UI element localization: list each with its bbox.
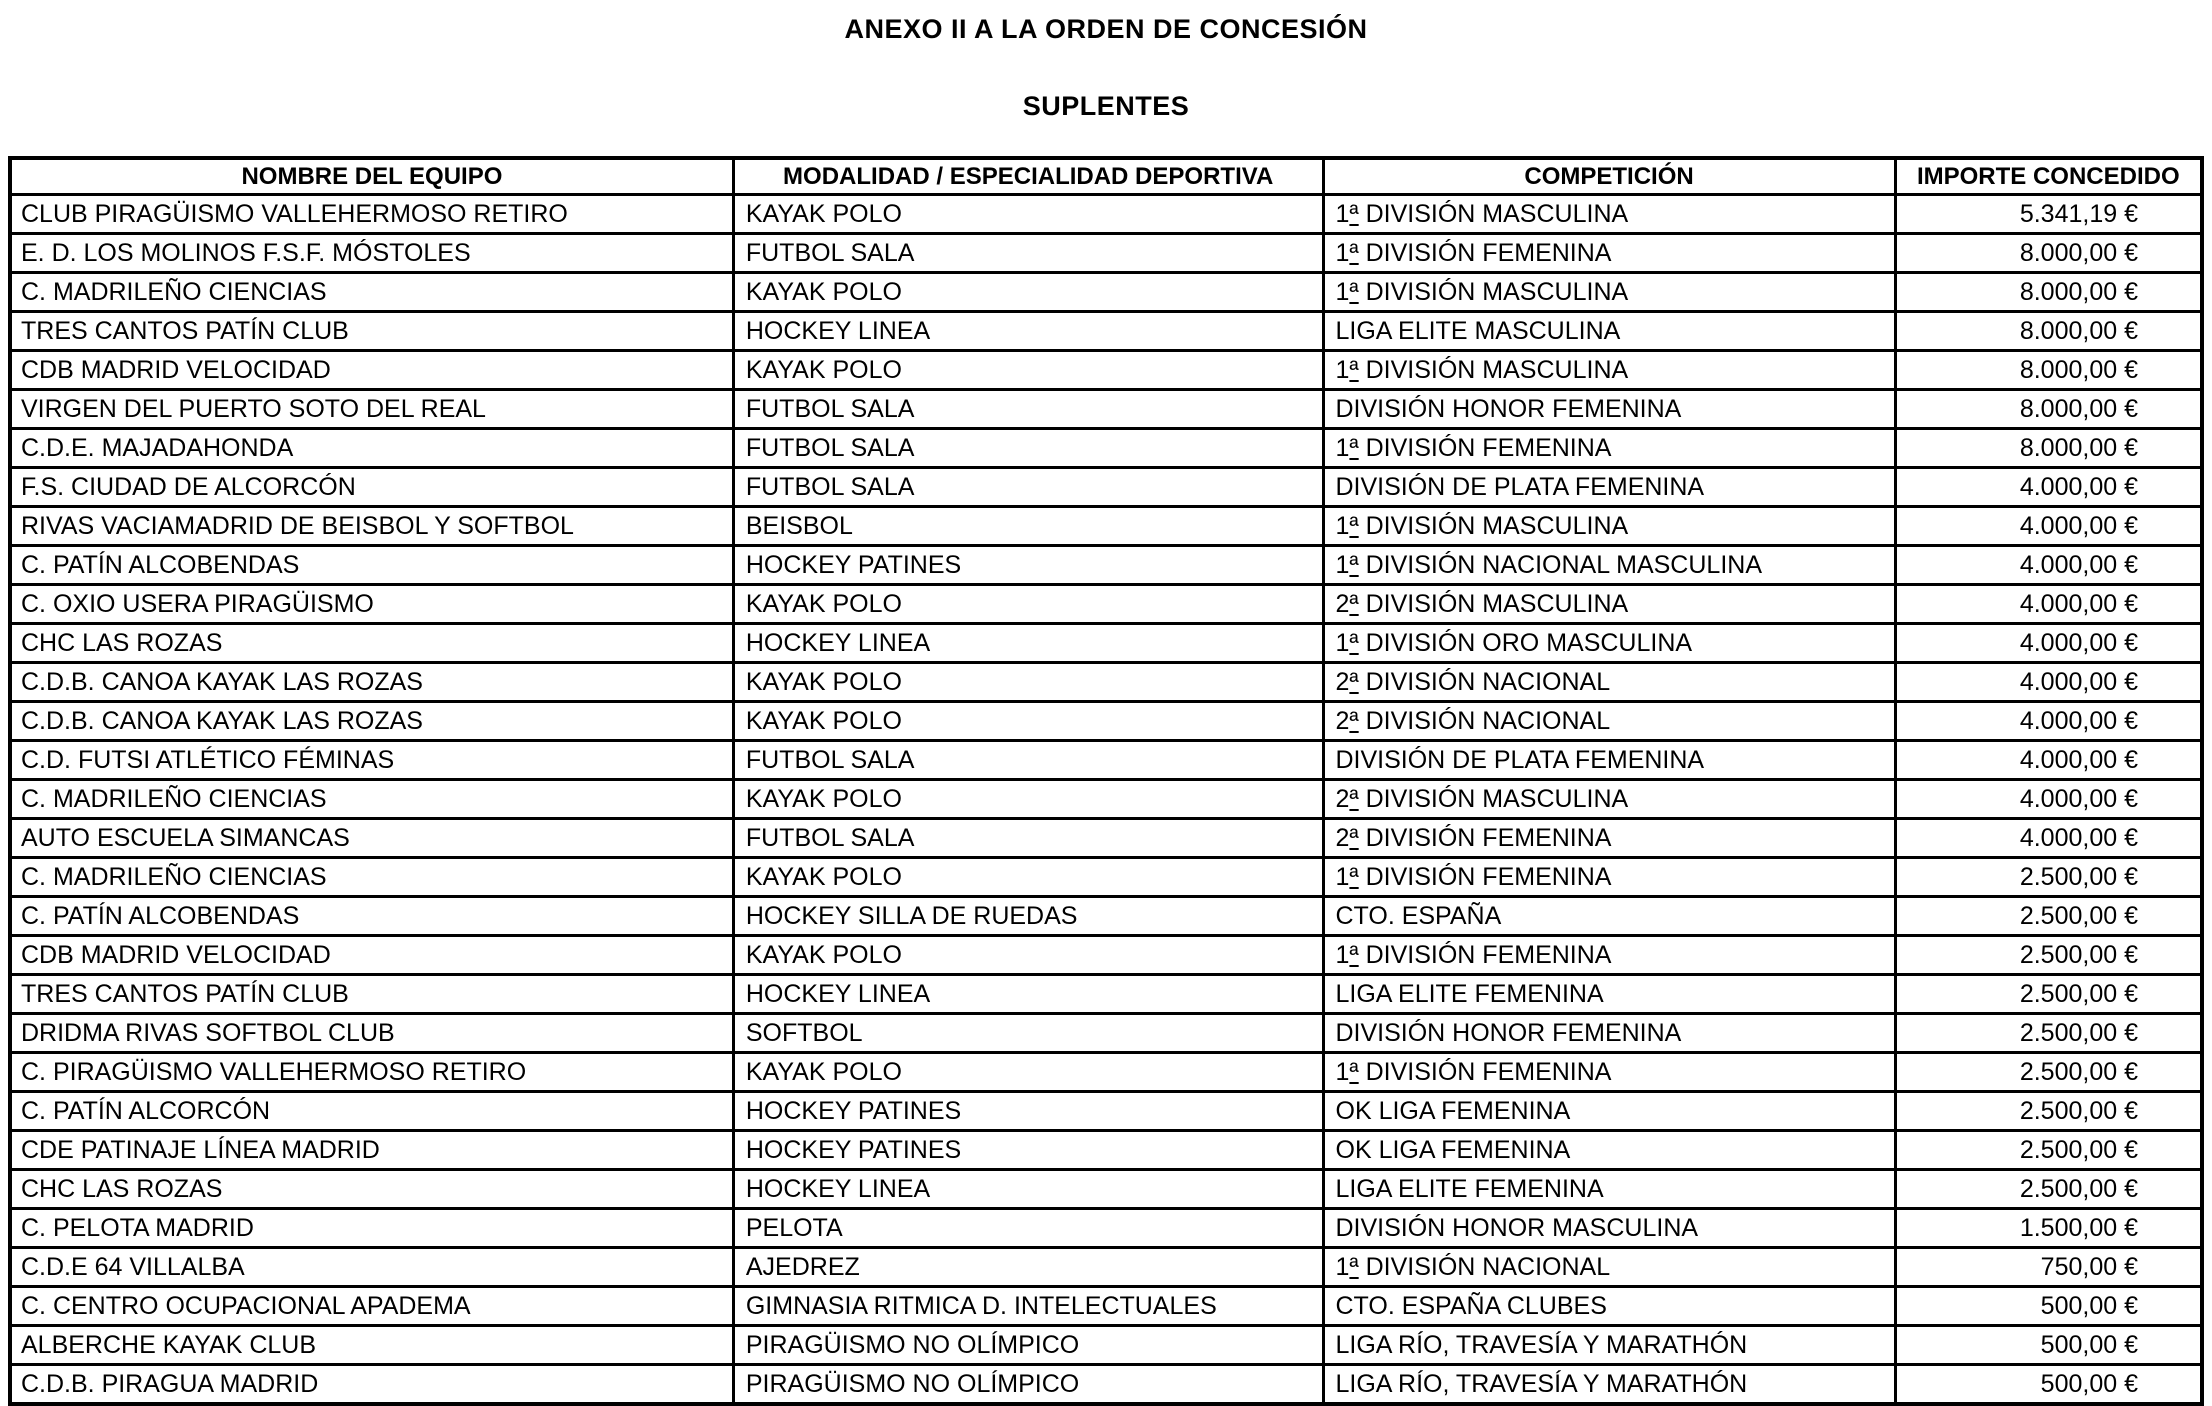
cell-importe: 4.000,00 € xyxy=(1895,741,2202,780)
table-row xyxy=(10,546,2202,585)
cell-modalidad: HOCKEY PATINES xyxy=(733,1131,1323,1170)
cell-equipo: CDE PATINAJE LÍNEA MADRID xyxy=(10,1131,733,1170)
cell-modalidad: HOCKEY LINEA xyxy=(733,624,1323,663)
table-row xyxy=(10,390,2202,429)
cell-equipo: E. D. LOS MOLINOS F.S.F. MÓSTOLES xyxy=(10,234,733,273)
page-subtitle: SUPLENTES xyxy=(1022,91,1190,121)
cell-modalidad: HOCKEY SILLA DE RUEDAS xyxy=(733,897,1323,936)
table-row xyxy=(10,858,2202,897)
cell-equipo: CHC LAS ROZAS xyxy=(10,624,733,663)
cell-importe: 4.000,00 € xyxy=(1895,507,2202,546)
cell-importe: 1.500,00 € xyxy=(1895,1209,2202,1248)
table-row xyxy=(10,312,2202,351)
cell-modalidad: FUTBOL SALA xyxy=(733,234,1323,273)
cell-importe: 8.000,00 € xyxy=(1895,312,2202,351)
cell-modalidad: HOCKEY LINEA xyxy=(733,312,1323,351)
table-row xyxy=(10,195,2202,234)
grants-table xyxy=(8,156,2204,1406)
cell-modalidad: FUTBOL SALA xyxy=(733,741,1323,780)
cell-modalidad: HOCKEY LINEA xyxy=(733,975,1323,1014)
cell-modalidad: KAYAK POLO xyxy=(733,858,1323,897)
cell-modalidad: HOCKEY PATINES xyxy=(733,1092,1323,1131)
cell-competicion: 1ª DIVISIÓN FEMENINA xyxy=(1323,858,1895,897)
cell-importe: 750,00 € xyxy=(1895,1248,2202,1287)
cell-competicion: 1ª DIVISIÓN MASCULINA xyxy=(1323,195,1895,234)
cell-importe: 500,00 € xyxy=(1895,1365,2202,1405)
cell-competicion: 1ª DIVISIÓN ORO MASCULINA xyxy=(1323,624,1895,663)
table-row xyxy=(10,936,2202,975)
cell-modalidad: FUTBOL SALA xyxy=(733,819,1323,858)
table-row xyxy=(10,1326,2202,1365)
cell-importe: 4.000,00 € xyxy=(1895,624,2202,663)
cell-modalidad: KAYAK POLO xyxy=(733,702,1323,741)
table-row xyxy=(10,624,2202,663)
cell-equipo: C. PELOTA MADRID xyxy=(10,1209,733,1248)
cell-modalidad: KAYAK POLO xyxy=(733,663,1323,702)
cell-importe: 8.000,00 € xyxy=(1895,351,2202,390)
cell-competicion: 2ª DIVISIÓN NACIONAL xyxy=(1323,702,1895,741)
cell-equipo: C.D.B. CANOA KAYAK LAS ROZAS xyxy=(10,663,733,702)
cell-equipo: C.D. FUTSI ATLÉTICO FÉMINAS xyxy=(10,741,733,780)
cell-importe: 2.500,00 € xyxy=(1895,897,2202,936)
cell-competicion: CTO. ESPAÑA xyxy=(1323,897,1895,936)
cell-equipo: C. MADRILEÑO CIENCIAS xyxy=(10,273,733,312)
table-row xyxy=(10,1170,2202,1209)
table-row xyxy=(10,429,2202,468)
cell-competicion: DIVISIÓN DE PLATA FEMENINA xyxy=(1323,741,1895,780)
table-row xyxy=(10,1209,2202,1248)
cell-modalidad: HOCKEY PATINES xyxy=(733,546,1323,585)
cell-equipo: C.D.B. PIRAGUA MADRID xyxy=(10,1365,733,1405)
column-header-importe: IMPORTE CONCEDIDO xyxy=(1895,158,2202,195)
cell-competicion: DIVISIÓN HONOR FEMENINA xyxy=(1323,1014,1895,1053)
cell-modalidad: PELOTA xyxy=(733,1209,1323,1248)
cell-competicion: DIVISIÓN DE PLATA FEMENINA xyxy=(1323,468,1895,507)
cell-modalidad: KAYAK POLO xyxy=(733,936,1323,975)
cell-importe: 2.500,00 € xyxy=(1895,936,2202,975)
cell-competicion: 1ª DIVISIÓN MASCULINA xyxy=(1323,273,1895,312)
cell-equipo: C.D.B. CANOA KAYAK LAS ROZAS xyxy=(10,702,733,741)
cell-importe: 8.000,00 € xyxy=(1895,429,2202,468)
cell-competicion: 1ª DIVISIÓN FEMENINA xyxy=(1323,1053,1895,1092)
table-row xyxy=(10,663,2202,702)
cell-modalidad: FUTBOL SALA xyxy=(733,468,1323,507)
cell-importe: 4.000,00 € xyxy=(1895,585,2202,624)
cell-modalidad: KAYAK POLO xyxy=(733,585,1323,624)
cell-modalidad: FUTBOL SALA xyxy=(733,390,1323,429)
cell-competicion: 1ª DIVISIÓN NACIONAL xyxy=(1323,1248,1895,1287)
cell-competicion: 1ª DIVISIÓN FEMENINA xyxy=(1323,234,1895,273)
cell-competicion: DIVISIÓN HONOR MASCULINA xyxy=(1323,1209,1895,1248)
cell-competicion: 1ª DIVISIÓN FEMENINA xyxy=(1323,429,1895,468)
table-row xyxy=(10,351,2202,390)
cell-equipo: C. PATÍN ALCORCÓN xyxy=(10,1092,733,1131)
page-title: ANEXO II A LA ORDEN DE CONCESIÓN xyxy=(844,14,1368,44)
cell-importe: 500,00 € xyxy=(1895,1326,2202,1365)
table-row xyxy=(10,507,2202,546)
table-row xyxy=(10,975,2202,1014)
table-row xyxy=(10,585,2202,624)
table-row xyxy=(10,468,2202,507)
cell-modalidad: KAYAK POLO xyxy=(733,273,1323,312)
cell-importe: 8.000,00 € xyxy=(1895,390,2202,429)
column-header-competicion: COMPETICIÓN xyxy=(1323,158,1895,195)
cell-importe: 4.000,00 € xyxy=(1895,780,2202,819)
cell-importe: 2.500,00 € xyxy=(1895,858,2202,897)
column-header-modalidad: MODALIDAD / ESPECIALIDAD DEPORTIVA xyxy=(733,158,1323,195)
cell-modalidad: KAYAK POLO xyxy=(733,195,1323,234)
table-header-row xyxy=(10,158,2202,195)
cell-modalidad: KAYAK POLO xyxy=(733,351,1323,390)
cell-competicion: 1ª DIVISIÓN MASCULINA xyxy=(1323,351,1895,390)
cell-competicion: LIGA RÍO, TRAVESÍA Y MARATHÓN xyxy=(1323,1326,1895,1365)
cell-competicion: 1ª DIVISIÓN MASCULINA xyxy=(1323,507,1895,546)
cell-importe: 5.341,19 € xyxy=(1895,195,2202,234)
cell-importe: 4.000,00 € xyxy=(1895,546,2202,585)
cell-competicion: LIGA ELITE MASCULINA xyxy=(1323,312,1895,351)
cell-competicion: CTO. ESPAÑA CLUBES xyxy=(1323,1287,1895,1326)
cell-competicion: DIVISIÓN HONOR FEMENINA xyxy=(1323,390,1895,429)
table-row xyxy=(10,741,2202,780)
table-row xyxy=(10,780,2202,819)
cell-competicion: OK LIGA FEMENINA xyxy=(1323,1131,1895,1170)
cell-equipo: C. PATÍN ALCOBENDAS xyxy=(10,546,733,585)
table-row xyxy=(10,1248,2202,1287)
cell-competicion: 2ª DIVISIÓN MASCULINA xyxy=(1323,780,1895,819)
table-row xyxy=(10,819,2202,858)
cell-competicion: LIGA ELITE FEMENINA xyxy=(1323,1170,1895,1209)
cell-equipo: C. OXIO USERA PIRAGÜISMO xyxy=(10,585,733,624)
cell-equipo: CLUB PIRAGÜISMO VALLEHERMOSO RETIRO xyxy=(10,195,733,234)
cell-competicion: LIGA RÍO, TRAVESÍA Y MARATHÓN xyxy=(1323,1365,1895,1405)
cell-competicion: LIGA ELITE FEMENINA xyxy=(1323,975,1895,1014)
cell-equipo: DRIDMA RIVAS SOFTBOL CLUB xyxy=(10,1014,733,1053)
cell-modalidad: GIMNASIA RITMICA D. INTELECTUALES xyxy=(733,1287,1323,1326)
table-row xyxy=(10,1053,2202,1092)
cell-equipo: F.S. CIUDAD DE ALCORCÓN xyxy=(10,468,733,507)
cell-competicion: 2ª DIVISIÓN MASCULINA xyxy=(1323,585,1895,624)
cell-equipo: C. MADRILEÑO CIENCIAS xyxy=(10,780,733,819)
cell-equipo: C.D.E. MAJADAHONDA xyxy=(10,429,733,468)
cell-importe: 2.500,00 € xyxy=(1895,1053,2202,1092)
cell-equipo: ALBERCHE KAYAK CLUB xyxy=(10,1326,733,1365)
table-row xyxy=(10,1131,2202,1170)
cell-equipo: C. PATÍN ALCOBENDAS xyxy=(10,897,733,936)
cell-importe: 4.000,00 € xyxy=(1895,663,2202,702)
cell-modalidad: KAYAK POLO xyxy=(733,1053,1323,1092)
table-row xyxy=(10,1014,2202,1053)
table-row xyxy=(10,1287,2202,1326)
cell-equipo: VIRGEN DEL PUERTO SOTO DEL REAL xyxy=(10,390,733,429)
table-row xyxy=(10,273,2202,312)
cell-equipo: CDB MADRID VELOCIDAD xyxy=(10,936,733,975)
cell-equipo: CHC LAS ROZAS xyxy=(10,1170,733,1209)
table-row xyxy=(10,897,2202,936)
cell-modalidad: PIRAGÜISMO NO OLÍMPICO xyxy=(733,1365,1323,1405)
cell-equipo: C.D.E 64 VILLALBA xyxy=(10,1248,733,1287)
cell-importe: 4.000,00 € xyxy=(1895,468,2202,507)
cell-modalidad: HOCKEY LINEA xyxy=(733,1170,1323,1209)
cell-importe: 8.000,00 € xyxy=(1895,273,2202,312)
table-row xyxy=(10,1365,2202,1405)
cell-competicion: 1ª DIVISIÓN NACIONAL MASCULINA xyxy=(1323,546,1895,585)
column-header-equipo: NOMBRE DEL EQUIPO xyxy=(10,158,733,195)
cell-equipo: TRES CANTOS PATÍN CLUB xyxy=(10,975,733,1014)
cell-modalidad: PIRAGÜISMO NO OLÍMPICO xyxy=(733,1326,1323,1365)
cell-importe: 2.500,00 € xyxy=(1895,975,2202,1014)
cell-competicion: OK LIGA FEMENINA xyxy=(1323,1092,1895,1131)
table-row xyxy=(10,702,2202,741)
cell-importe: 2.500,00 € xyxy=(1895,1014,2202,1053)
cell-equipo: C. MADRILEÑO CIENCIAS xyxy=(10,858,733,897)
cell-modalidad: AJEDREZ xyxy=(733,1248,1323,1287)
cell-importe: 2.500,00 € xyxy=(1895,1170,2202,1209)
cell-equipo: CDB MADRID VELOCIDAD xyxy=(10,351,733,390)
cell-competicion: 2ª DIVISIÓN NACIONAL xyxy=(1323,663,1895,702)
cell-modalidad: SOFTBOL xyxy=(733,1014,1323,1053)
cell-importe: 4.000,00 € xyxy=(1895,702,2202,741)
cell-importe: 500,00 € xyxy=(1895,1287,2202,1326)
cell-competicion: 1ª DIVISIÓN FEMENINA xyxy=(1323,936,1895,975)
cell-equipo: AUTO ESCUELA SIMANCAS xyxy=(10,819,733,858)
table-row xyxy=(10,234,2202,273)
table-row xyxy=(10,1092,2202,1131)
cell-equipo: C. PIRAGÜISMO VALLEHERMOSO RETIRO xyxy=(10,1053,733,1092)
cell-competicion: 2ª DIVISIÓN FEMENINA xyxy=(1323,819,1895,858)
cell-importe: 8.000,00 € xyxy=(1895,234,2202,273)
cell-modalidad: KAYAK POLO xyxy=(733,780,1323,819)
cell-importe: 4.000,00 € xyxy=(1895,819,2202,858)
cell-equipo: C. CENTRO OCUPACIONAL APADEMA xyxy=(10,1287,733,1326)
cell-importe: 2.500,00 € xyxy=(1895,1131,2202,1170)
cell-modalidad: FUTBOL SALA xyxy=(733,429,1323,468)
cell-modalidad: BEISBOL xyxy=(733,507,1323,546)
cell-equipo: RIVAS VACIAMADRID DE BEISBOL Y SOFTBOL xyxy=(10,507,733,546)
cell-importe: 2.500,00 € xyxy=(1895,1092,2202,1131)
cell-equipo: TRES CANTOS PATÍN CLUB xyxy=(10,312,733,351)
